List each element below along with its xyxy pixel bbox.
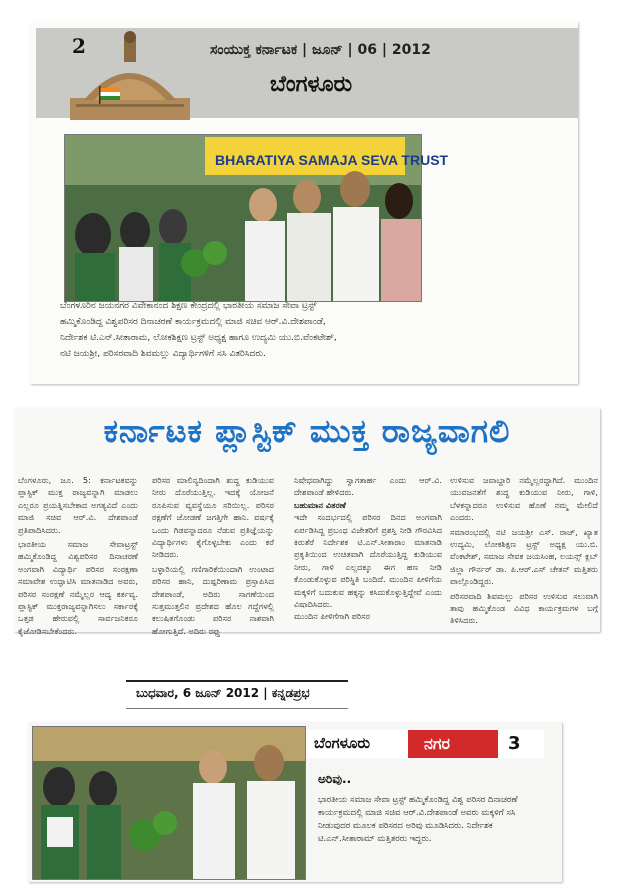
section-name: ನಗರ (424, 734, 451, 753)
article-headline: ಕರ್ನಾಟಕ ಪ್ಲಾಸ್ಟಿಕ್ ಮುಕ್ತ ರಾಜ್ಯವಾಗಲಿ (103, 412, 511, 450)
article-column-3 (294, 474, 442, 623)
paragraph: ಪರಿಸರ ಮಾಲಿನ್ಯದಿಂದಾಗಿ ಶುದ್ಧ ಕುಡಿಯುವ ನೀರು ದೊರೆಯುತ್ತಿಲ್ಲ. ಇದಕ್ಕೆ ಯೋಜನೆ ರೂಪಿಸುವ ವ್ಯವಸ್ಥೆಯೂ ಸರಿಯಿಲ್ಲ. ಪರಿಸರ ರಕ್ಷಣೆಗೆ ಜೋಡಣೆ ಜಗತ್ತಿಗೇ ಹಾನಿ. ವರ್ಷಕ್ಕೆ ಒಂದು ಗಿಡವನ್ನಾದರೂ ನೆಡುವ ಪ್ರತಿಜ್ಞೆಯನ್ನು ವಿದ್ಯಾರ್ಥಿಗಳು ಕೈಗೊಳ್ಳಬೇಕು ಎಂದು ಕರೆ ನೀಡಿದರು. (152, 475, 274, 560)
masthead-title: ಸಂಯುಕ್ತ ಕರ್ನಾಟಕ | ಜೂನ್ | 06 | 2012 (210, 42, 431, 58)
trust-banner-text: BHARATIYA SAMAJA SEVA TRUST (215, 152, 449, 168)
paragraph: ಭಾರತೀಯ ಸಮಾಜ ಸೇವಾಟ್ರಸ್ಟ್ ಹಮ್ಮಿಕೊಂಡಿದ್ದ ವಿಶ್ವಪರಿಸರ ದಿನಾಚರಣೆ ಅಂಗವಾಗಿ ವಿದ್ಯಾರ್ಥಿ ಪರಿಸರ ಸಂರಕ್ಷಣಾ ಸಮಾವೇಶ ಉದ್ಘಾಟಿಸಿ ಮಾತನಾಡಿದ ಅವರು, ಪರಿಸರ ಸಂರಕ್ಷಣೆ ನಮ್ಮೆಲ್ಲರ ಆದ್ಯ ಕರ್ತವ್ಯ. ಪ್ಲಾಸ್ಟಿಕ್ ಮುಕ್ತರಾಜ್ಯವನ್ನಾಗಿಸಲು ಸರ್ಕಾರಕ್ಕೆ ಒತ್ತಡ ಹೇರುವಲ್ಲಿ ಸಾರ್ವಜನಿಕರೂ ಕೈಜೋಡಿಸಬೇಕೆಂದರು. (18, 539, 138, 636)
caption-line: ನಟಿ ಜಯಶ್ರೀ, ಪರಿಸರವಾದಿ ಶಿವಮಲ್ಲು ವಿದ್ಯಾರ್ಥಿಗಳಿಗೆ ಸಸಿ ವಿತರಿಸಿದರು. (60, 349, 266, 359)
article-subheading: ಬಹುಮಾನ ವಿತರಣೆ (294, 499, 346, 510)
paragraph: ಪರಿಸರವಾದಿ ಶಿವಮಲ್ಲು ಪರಿಸರ ಉಳಿಸುವ ಸಲುವಾಗಿ ತಾವು ಹಮ್ಮಿಕೊಂಡ ವಿವಿಧ ಕಾರ್ಯಕ್ರಮಗಳ ಬಗ್ಗೆ ತಿಳಿಸಿದರು. (450, 590, 598, 626)
article-column-4 (450, 474, 598, 627)
photo-caption-2: ಭಾರತೀಯ ಸಮಾಜ ಸೇವಾ ಟ್ರಸ್ಟ್ ಹಮ್ಮಿಕೊಂಡಿದ್ದ ವಿಶ್ವ ಪರಿಸರ ದಿನಾಚರಣೆ ಕಾರ್ಯಕ್ರಮದಲ್ಲಿ ಮಾಜಿ ಸಚಿವ ಆರ್.ವಿ.ದೇಶಪಾಂಡೆ ಅವರು ಮಕ್ಕಳಿಗೆ ಸಸಿ ನೀಡುವುದರ ಮೂಲಕ ಪರಿಸರದ ಅರಿವು ಮೂಡಿಸಿದರು. ನಿರ್ದೇಶಕ ಟಿ.ಎನ್.ಸೀತಾರಾಮ್ ಮತ್ತಿತರರು ಇದ್ದರು. (318, 795, 518, 844)
photo-caption (60, 298, 396, 362)
caption-line: ಬೆಂಗಳೂರಿನ ಜಯನಗರ ವಿವೇಕಾನಂದ ಶಿಕ್ಷಣ ಕೇಂದ್ರದಲ್ಲಿ ಭಾರತೀಯ ಸಮಾಜ ಸೇವಾ ಟ್ರಸ್ಟ್ (60, 301, 317, 311)
paragraph: ಬಳ್ಳಾರಿಯಲ್ಲಿ ಗಣಿಗಾರಿಕೆಯಿಂದಾಗಿ ಉಂಟಾದ ಪರಿಸರ ಹಾನಿ, ದುಷ್ಪರಿಣಾಮ ಪ್ರಸ್ತಾಪಿಸಿದ ದೇಶಪಾಂಡೆ, ಅದಿರು ಸಾಗಣೆಯಿಂದ ಸುತ್ತಮುತ್ತಲಿನ ಪ್ರದೇಶದ ಹೊಲ ಗದ್ದೆಗಳಲ್ಲಿ ಕಲುಷಿತಗೊಂಡು ಪರಿಸರ ನಾಶವಾಗಿ ಹೋಗುತ್ತಿದೆ. ಅದಿರು ರಫ್ತು (152, 563, 274, 636)
paragraph: ಮುಂದಿನ ಪೀಳಿಗೆಗಾಗಿ ಪರಿಸರ (294, 611, 370, 622)
event-photo (64, 134, 449, 302)
article-column-2 (152, 474, 274, 637)
caption-line: ನಿರ್ದೇಶಕ ಟಿ.ಎನ್.ಸೀತಾರಾಮ, ಲೋಕಶಿಕ್ಷಣ ಟ್ರಸ್ಟ್ ಅಧ್ಯಕ್ಷ ಹಾಗೂ ಉದ್ಯಮಿ ಯು.ಬಿ.ವೆಂಕಟೇಶ್, (60, 333, 337, 343)
event-photo-2 (32, 726, 306, 880)
paragraph: ಬೆಂಗಳೂರು, ಜೂ. 5: ಕರ್ನಾಟಕವನ್ನು ಪ್ಲಾಸ್ಟಿಕ್ ಮುಕ್ತ ರಾಜ್ಯವನ್ನಾಗಿ ಮಾಡಲು ಎಲ್ಲರೂ ಪ್ರಯತ್ನಿಸಬೇಕಾದ ಅಗತ್ಯವಿದೆ ಎಂದು ಮಾಜಿ ಸಚಿವ ಆರ್.ವಿ. ದೇಶಪಾಂಡೆ ಪ್ರತಿಪಾದಿಸಿದರು. (18, 475, 138, 535)
paragraph: ಸಮಾರಂಭದಲ್ಲಿ ನಟಿ ಜಯಶ್ರೀ ಎಸ್. ರಾಜ್, ಖ್ಯಾತ ಉದ್ಯಮಿ, ಲೋಕಶಿಕ್ಷಣ ಟ್ರಸ್ಟ್ ಅಧ್ಯಕ್ಷ ಯು.ಬಿ. ವೆಂಕಟೇಶ್, ಸಮಾಜ ಸೇವಕ ಜಯಸಿಂಹ, ಲಯನ್ಸ್ ಕ್ಲಬ್ ಜಿಲ್ಲಾ ಗೌರ್ನರ್ ಡಾ. ಪಿ.ಆರ್.ಎಸ್ ಚೇತನ್ ಮತ್ತಿತರು ಪಾಲ್ಗೊಂಡಿದ್ದರು. (450, 526, 598, 587)
paragraph: ಇದೇ ಸಂದರ್ಭದಲ್ಲಿ ಪರಿಸರ ದಿನದ ಅಂಗವಾಗಿ ಏರ್ಪಡಿಸಿದ್ದ ಪ್ರಬಂಧ ವಿಜೇತರಿಗೆ ಪ್ರಶಸ್ತಿ ನೀಡಿ ಗೌರವಿಸಿದ ಕಿರುತೆರೆ ನಿರ್ದೇಶಕ ಟಿ.ಎನ್.ಸೀತಾರಾಂ ಮಾತನಾಡಿ ಪ್ರಕೃತಿಯಿಂದ ಉಚಿತವಾಗಿ ದೊರೆಯುತ್ತಿದ್ದ ಕುಡಿಯುವ ನೀರು, ಗಾಳಿ ಎಲ್ಲದಕ್ಕೂ ಈಗ ಹಣ ನೀಡಿ ಕೊಂಡುಕೊಳ್ಳುವ ಪರಿಸ್ಥಿತಿ ಬಂದಿದೆ. ಮುಂದಿನ ಪೀಳಿಗೆಯ ಮಕ್ಕಳಿಗೆ ಬದುಕುವ ಹಕ್ಕನ್ನು ಕಸಿದುಕೊಳ್ಳುತ್ತಿದ್ದೇವೆ ಎಂದು ವಿಷಾದಿಸಿದರು. (294, 512, 442, 610)
caption-line: ಹಮ್ಮಿಕೊಂಡಿದ್ದ ವಿಶ್ವಪರಿಸರ ದಿನಾಚರಣೆ ಕಾರ್ಯಕ್ರಮದಲ್ಲಿ ಮಾಜಿ ಸಚಿವ ಆರ್.ವಿ.ದೇಶಪಾಂಡೆ, (60, 317, 326, 327)
publication-date: ಬುಧವಾರ, 6 ಜೂನ್ 2012 | ಕನ್ನಡಪ್ರಭ (136, 686, 310, 700)
paragraph: ಉಳಿಸುವ ಜವಾಬ್ದಾರಿ ನಮ್ಮೆಲ್ಲರದ್ದಾಗಿದೆ. ಮುಂದಿನ ಯುವಜನತೆಗೆ ಶುದ್ಧ ಕುಡಿಯುವ ನೀರು, ಗಾಳಿ, ಬೆಳಕನ್ನಾದರೂ ಉಳಿಸುವ ಹೊಣೆ ನಮ್ಮ ಮೇಲಿದೆ ಎಂದರು. (450, 475, 598, 523)
city-heading: ಬೆಂಗಳೂರು (270, 72, 353, 97)
article-column-1 (18, 474, 138, 637)
page-number: 2 (72, 34, 86, 58)
section-label-bg (408, 730, 498, 758)
section-city: ಬೆಂಗಳೂರು (314, 734, 371, 752)
page-number-3: 3 (508, 733, 521, 754)
vidhana-soudha-logo (70, 28, 190, 120)
article-title: ಅರಿವು.. (318, 772, 352, 786)
paragraph: ನಿಷೇಧವಾಗಿದ್ದು ಸ್ವಾಗತಾರ್ಹ ಎಂದು ಆರ್.ವಿ. ದೇಶಪಾಂಡೆ ಹೇಳಿದರು. (294, 475, 442, 498)
